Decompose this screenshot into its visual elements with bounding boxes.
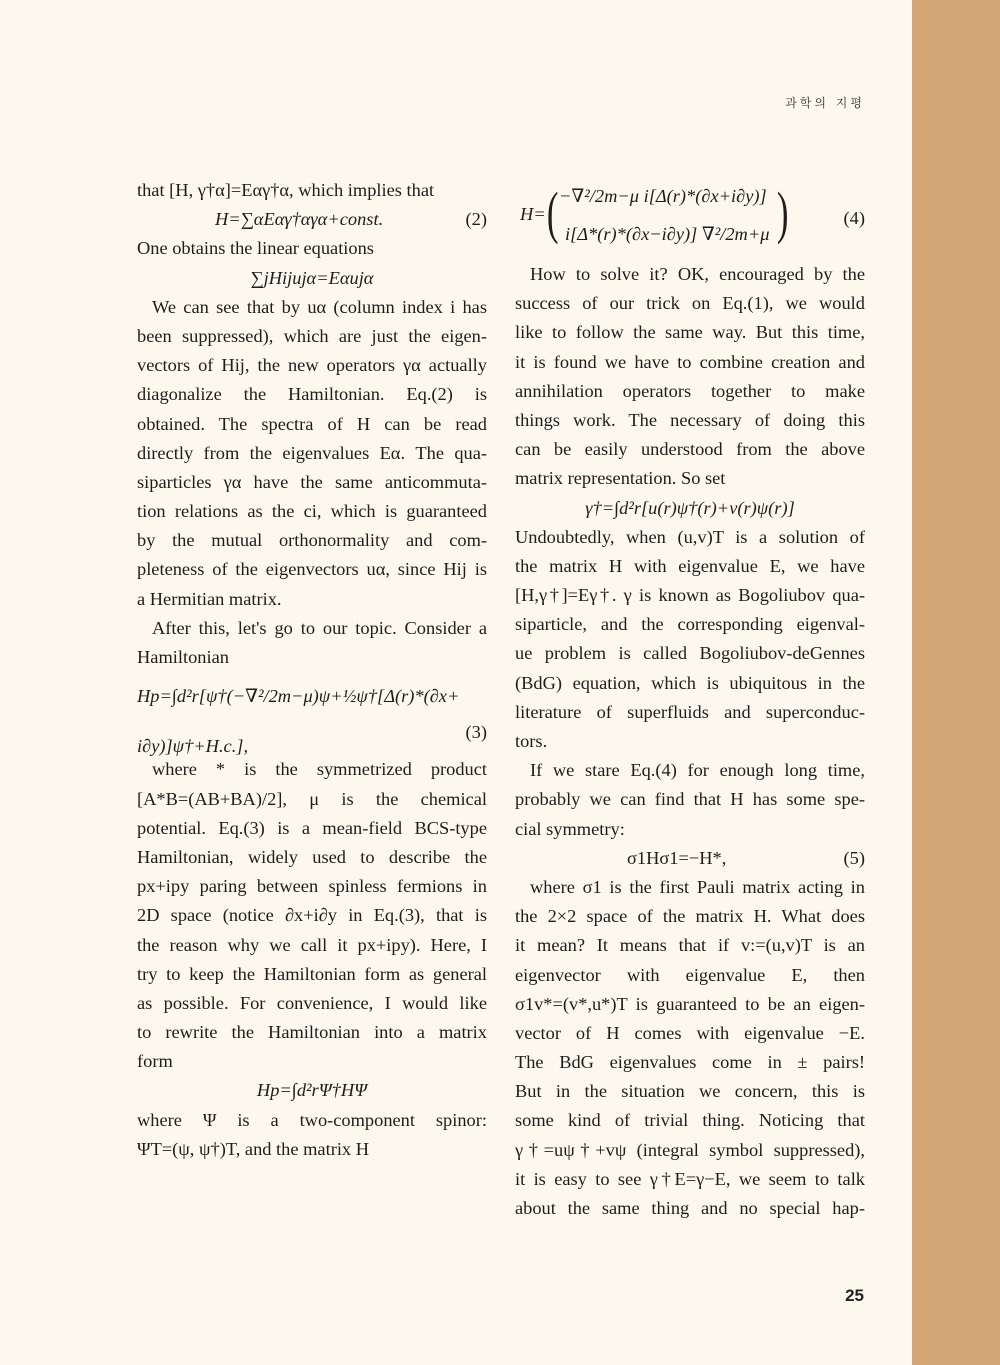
text-line: cial symmetry: (515, 818, 625, 839)
text-line: How to solve it? OK, encouraged by the (530, 264, 865, 284)
text-line: px+ipy paring between spinless fermions in (137, 876, 487, 897)
text-line: like to follow the same way. But this time, (515, 322, 865, 343)
page-number: 25 (845, 1286, 864, 1305)
text-line: literature of superfluids and superconduc- (515, 701, 865, 722)
paragraph-eigenvectors (137, 293, 487, 614)
text-line: directly from the eigenvalues Eα. The qua- (137, 442, 487, 463)
gamma-equation: γ†=∫d²r[u(r)ψ†(r)+v(r)ψ(r)] (585, 497, 795, 518)
text-line: If we stare Eq.(4) for enough long time, (530, 760, 865, 781)
text-line: where σ1 is the first Pauli matrix acting in (530, 876, 865, 897)
text-line: it mean? It means that if v:=(u,v)T is an (515, 935, 865, 956)
text-line: But in the situation we concern, this is (515, 1081, 865, 1102)
equation-2-text: H=∑αEαγ†αγα+const. (215, 209, 384, 230)
running-head: 과학의 지평 (785, 96, 865, 110)
equation-4 (515, 176, 865, 256)
text-line: to rewrite the Hamiltonian into a matrix (137, 1022, 487, 1043)
text-line: obtained. The spectra of H can be read (137, 413, 487, 434)
text-line: some kind of trivial thing. Noticing that (515, 1110, 865, 1131)
paragraph-pauli (515, 873, 865, 1223)
text-line: it is found we have to combine creation and (515, 351, 865, 372)
text-line: tion relations as the ci, which is guaranteed (137, 501, 487, 522)
text-line: can be easily understood from the above (515, 439, 865, 460)
text-line: [A*B=(AB+BA)/2], μ is the chemical (137, 788, 487, 809)
text-line: annihilation operators together to make (515, 380, 865, 401)
text-line: the reason why we call it px+ipy). Here, I (137, 934, 487, 955)
text-line: vector of H comes with eigenvalue −E. (515, 1022, 865, 1043)
text-line: ue problem is called Bogoliubov-deGennes (515, 643, 865, 664)
text-line: σ1v*=(v*,u*)T is guaranteed to be an eigen- (515, 993, 865, 1014)
paragraph-how-to-solve (515, 260, 865, 494)
text-line: We can see that by uα (column index i has (152, 296, 487, 317)
text-line: pleteness of the eigenvectors uα, since Hij is (137, 559, 487, 580)
text-line: [H,γ†]=Eγ†. γ is known as Bogoliubov qua- (515, 585, 865, 606)
paragraph-symmetry (515, 756, 865, 844)
text-line: try to keep the Hamiltonian form as general (137, 963, 487, 984)
text-line: diagonalize the Hamiltonian. Eq.(2) is (137, 384, 487, 405)
paragraph-where (137, 755, 487, 1076)
text-line: 2D space (notice ∂x+i∂y in Eq.(3), that is (137, 905, 487, 926)
matrix-left-paren: ( (546, 180, 559, 245)
text-line: things work. The necessary of doing this (515, 409, 865, 430)
equation-5-text: σ1Hσ1=−H*, (627, 847, 727, 868)
text-line: a Hermitian matrix. (137, 588, 282, 609)
text-line: it is easy to see γ†E=γ−E, we seem to talk (515, 1168, 865, 1189)
linear-equation: ∑jHijujα=Eαujα (250, 267, 374, 288)
equation-4-lhs: H= (520, 204, 546, 224)
text-line: probably we can find that H has some spe- (515, 789, 865, 810)
paragraph-bogoliubov (515, 523, 865, 757)
text-line: potential. Eq.(3) is a mean-field BCS-type (137, 817, 487, 838)
equation-5 (515, 844, 865, 873)
decorative-side-strip (912, 0, 1000, 1365)
text-line: The BdG eigenvalues come in ± pairs! (515, 1052, 865, 1073)
equation-4-number: (4) (843, 208, 865, 228)
text-line: as possible. For convenience, I would like (137, 992, 487, 1013)
text-line: Undoubtedly, when (u,v)T is a solution of (515, 526, 865, 547)
text-line: the matrix H with eigenvalue E, we have (515, 555, 865, 576)
text-line: siparticles γα have the same anticommuta- (137, 471, 487, 492)
text-line: been suppressed), which are just the eigen- (137, 325, 487, 346)
text-line: success of our trick on Eq.(1), we would (515, 293, 865, 314)
matrix-right-paren: ) (776, 180, 789, 245)
text-line: vectors of Hij, the new operators γα actually (137, 355, 487, 376)
text-line: siparticle, and the corresponding eigenval- (515, 614, 865, 635)
paragraph-spinor (137, 1106, 487, 1164)
text-line: ΨT=(ψ, ψ†)T, and the matrix H (137, 1138, 370, 1159)
text-line: (BdG) equation, which is ubiquitous in the (515, 672, 865, 693)
text-line: where * is the symmetrized product (152, 759, 487, 780)
text-line: tors. (515, 731, 548, 751)
equation-3-line-2: i∂y)]ψ†+H.c.], (137, 736, 249, 757)
equation-3-number-row (137, 718, 487, 747)
matrix-row-1: −∇²/2m−μ i[Δ(r)*(∂x+i∂y)] (559, 186, 767, 206)
equation-5-number: (5) (843, 847, 865, 868)
text-line: γ†=uψ†+vψ (integral symbol suppressed), (515, 1139, 865, 1160)
text-line: that [H, γ†α]=Eαγ†α, which implies that (137, 180, 435, 200)
text-line: eigenvector with eigenvalue E, then (515, 964, 865, 985)
paragraph-topic (137, 614, 487, 672)
text-line: form (137, 1051, 173, 1072)
equation-2 (137, 205, 487, 234)
text-line: Hamiltonian, widely used to describe the (137, 846, 487, 867)
text-line: the 2×2 space of the matrix H. What does (515, 906, 865, 927)
equation-2-number: (2) (465, 209, 487, 230)
equation-3-line-1: Hp=∫d²r[ψ†(−∇²/2m−μ)ψ+½ψ†[Δ(r)*(∂x+ (137, 686, 460, 707)
text-line: After this, let's go to our topic. Consider a (152, 617, 487, 638)
equation-3-number: (3) (465, 722, 487, 743)
left-column (137, 176, 487, 1164)
text-line: Hamiltonian (137, 647, 229, 667)
text-line: matrix representation. So set (515, 468, 726, 489)
text-line: by the mutual orthonormality and com- (137, 530, 487, 551)
matrix-form-equation: Hp=∫d²rΨ†HΨ (256, 1080, 368, 1101)
text-line: about the same thing and no special hap- (515, 1198, 865, 1218)
right-column (515, 176, 865, 1223)
text-line: One obtains the linear equations (137, 238, 374, 259)
text-line: where Ψ is a two-component spinor: (137, 1109, 487, 1130)
matrix-row-2: i[Δ*(r)*(∂x−i∂y)] ∇²/2m+μ (565, 224, 770, 244)
